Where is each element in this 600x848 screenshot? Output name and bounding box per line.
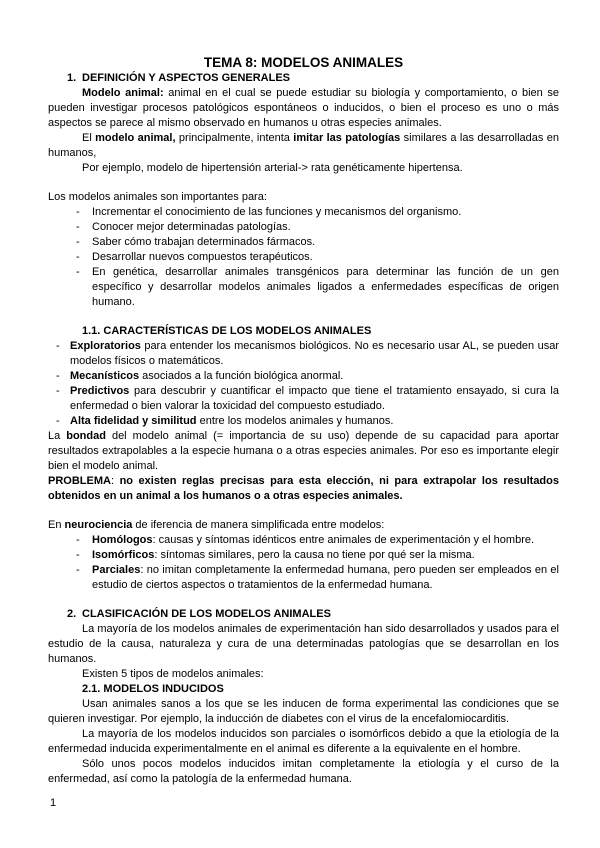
bullet-dash: - bbox=[76, 236, 80, 248]
induced-paragraph-3: Sólo unos pocos modelos inducidos imitan completamente la etiología y el curso de la enfermedad, así como la patología de la enfermedad humana. bbox=[48, 758, 559, 785]
blank-line bbox=[48, 310, 559, 324]
document-title: TEMA 8: MODELOS ANIMALES bbox=[203, 55, 404, 70]
bullet-dash: - bbox=[76, 266, 80, 278]
neuro-intro: En neurociencia de iferencia de manera simplificada entre modelos: bbox=[48, 519, 385, 531]
list-item-text: Incrementar el conocimiento de las funciones y mecanismos del organismo. bbox=[92, 206, 462, 218]
section-2-1-heading: 2.1. MODELOS INDUCIDOS bbox=[82, 683, 224, 695]
section-1-heading bbox=[48, 71, 559, 86]
blank-line bbox=[48, 504, 559, 518]
bullet-dash: - bbox=[76, 534, 80, 546]
problema-paragraph: PROBLEMA: no existen reglas precisas para esta elección, ni para extrapolar los resultados obtenidos en un animal a los humanos o a otras especies animales. bbox=[48, 475, 559, 502]
list-item bbox=[48, 250, 559, 265]
list-item bbox=[48, 220, 559, 235]
blank-line bbox=[48, 593, 559, 607]
imitate-paragraph: El modelo animal, principalmente, intenta imitar las patologías similares a las desarrolladas en humanos, bbox=[48, 132, 559, 159]
list-item-text: En genética, desarrollar animales transgénicos para determinar las función de un gen específico y desarrollar modelos animales ligados a enfermedades específicas de origen humano. bbox=[92, 266, 559, 308]
exist-line: Existen 5 tipos de modelos animales: bbox=[82, 668, 264, 680]
bullet-dash: - bbox=[76, 549, 80, 561]
bullet-dash: - bbox=[76, 564, 80, 576]
list-item-text: Saber cómo trabajan determinados fármacos. bbox=[92, 236, 316, 248]
section-1-1-heading: 1.1. CARACTERÍSTICAS DE LOS MODELOS ANIMALES bbox=[82, 325, 372, 337]
induced-paragraph-2: La mayoría de los modelos inducidos son parciales o isomórficos debido a que la etiología de la enfermedad inducida experimentalmente en el animal es diferente a la equivalente en el hombre. bbox=[48, 728, 559, 755]
classification-paragraph: La mayoría de los modelos animales de experimentación han sido desarrollados y usados para el estudio de la causa, naturaleza y cura de una determinadas patologías que se desarrollan en los humanos. bbox=[48, 623, 559, 665]
section-1-number: 1. bbox=[67, 72, 77, 84]
list-item-text: Alta fidelidad y similitud entre los modelos animales y humanos. bbox=[70, 415, 394, 427]
bullet-dash: - bbox=[76, 206, 80, 218]
list-item bbox=[48, 414, 559, 429]
list-item-text: Exploratorios para entender los mecanismos biológicos. No es necesario usar AL, se pueden usar modelos físicos o matemáticos. bbox=[70, 340, 559, 367]
bullet-dash: - bbox=[56, 340, 60, 352]
bondad-paragraph: La bondad del modelo animal (= importancia de su uso) depende de su capacidad para aportar resultados extrapolables a la especie humana o a otras especies animales. Por eso es importante elegir bien el modelo animal. bbox=[48, 430, 559, 472]
section-1-heading-text: DEFINICIÓN Y ASPECTOS GENERALES bbox=[82, 72, 291, 84]
list-item-text: Homólogos: causas y síntomas idénticos entre animales de experimentación y el hombre. bbox=[92, 534, 535, 546]
list-item-text: Parciales: no imitan completamente la enfermedad humana, pero pueden ser empleados en el estudio de ciertos aspectos o tratamientos de la enfermedad humana. bbox=[92, 564, 559, 591]
list-item bbox=[48, 384, 559, 414]
example-line: Por ejemplo, modelo de hipertensión arterial-> rata genéticamente hipertensa. bbox=[82, 162, 463, 174]
definition-paragraph: Modelo animal: animal en el cual se puede estudiar su biología y comportamiento, o bien se pueden investigar procesos patológicos espontáneos o inducidos, o bien el proceso es uno o más aspectos se parece al mismo observado en humanos u otras especies animales. bbox=[48, 87, 559, 129]
list-item-text: Predictivos para descubrir y cuantificar el impacto que tiene el tratamiento ensayado, si cura la enfermedad o bien valorar la toxicidad del compuesto estudiado. bbox=[70, 385, 559, 412]
list-item bbox=[48, 265, 559, 310]
importance-list bbox=[48, 205, 559, 310]
blank-line bbox=[48, 176, 559, 190]
list-item-text: Isomórficos: síntomas similares, pero la causa no tiene por qué ser la misma. bbox=[92, 549, 475, 561]
bullet-dash: - bbox=[76, 251, 80, 263]
importance-intro: Los modelos animales son importantes para: bbox=[48, 191, 267, 203]
bullet-dash: - bbox=[56, 370, 60, 382]
induced-paragraph-1: Usan animales sanos a los que se les inducen de forma experimental las condiciones que se quieren investigar. Por ejemplo, la inducción de diabetes con el virus de la encefalomiocarditis. bbox=[48, 698, 559, 725]
characteristics-list bbox=[48, 339, 559, 429]
list-item-text: Mecanísticos asociados a la función biológica anormal. bbox=[70, 370, 344, 382]
list-item-text: Conocer mejor determinadas patologías. bbox=[92, 221, 291, 233]
bullet-dash: - bbox=[56, 415, 60, 427]
section-2-number: 2. bbox=[67, 608, 77, 620]
section-2-heading bbox=[48, 607, 559, 622]
list-item bbox=[48, 563, 559, 593]
list-item-text: Desarrollar nuevos compuestos terapéuticos. bbox=[92, 251, 313, 263]
list-item bbox=[48, 205, 559, 220]
bullet-dash: - bbox=[56, 385, 60, 397]
neuro-list bbox=[48, 533, 559, 593]
bullet-dash: - bbox=[76, 221, 80, 233]
list-item bbox=[48, 533, 559, 548]
list-item bbox=[48, 235, 559, 250]
page-number: 1 bbox=[50, 797, 57, 809]
list-item bbox=[48, 369, 559, 384]
list-item bbox=[48, 548, 559, 563]
section-2-heading-text: CLASIFICACIÓN DE LOS MODELOS ANIMALES bbox=[82, 608, 331, 620]
list-item bbox=[48, 339, 559, 369]
